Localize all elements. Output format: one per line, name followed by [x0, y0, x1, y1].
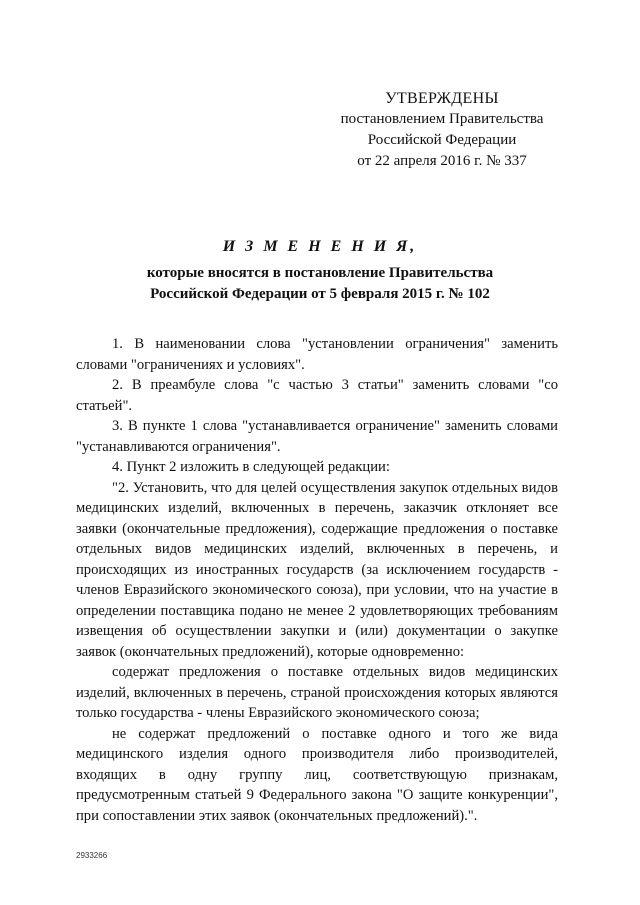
paragraph-4: 4. Пункт 2 изложить в следующей редакции: [112, 459, 390, 475]
approval-line-1: постановлением Правительства [340, 111, 544, 127]
paragraph-3: 3. В пункте 1 слова "устанавливается ограничение" заменить словами "устанавливаются ограничения". [76, 418, 558, 455]
paragraph-5: "2. Установить, что для целей осуществления закупок отдельных видов медицинских изделий, включенных в перечень, заказчик отклоняет все заявки (окончательные предложения), содержащие предложения о поставке отдельных видов медицинских изделий, включенных в перечень, и происходящих из иностранных государств (за исключением государств - членов Евразийского экономического союза), при условии, что на участие в определении поставщика подано не менее 2 удовлетворяющих требованиям извещения об осуществлении закупки и (или) документации о закупке заявок (окончательных предложений), которые одновременно: [76, 479, 558, 660]
document-subtitle [110, 263, 530, 305]
paragraph-2: 2. В преамбуле слова "с частью 3 статьи" заменить словами "со статьей". [76, 377, 558, 414]
approval-line-3: от 22 апреля 2016 г. № 337 [357, 153, 527, 169]
document-body [76, 334, 558, 826]
subtitle-line-2: Российской Федерации от 5 февраля 2015 г. № 102 [150, 286, 490, 302]
document-title: И З М Е Н Е Н И Я, [222, 238, 418, 255]
paragraph-6: содержат предложения о поставке отдельных видов медицинских изделий, включенных в перечень, страной происхождения которых являются только государства - члены Евразийского экономического союза; [76, 664, 558, 721]
approval-heading: УТВЕРЖДЕНЫ [385, 90, 499, 107]
approval-line-2: Российской Федерации [367, 132, 517, 148]
subtitle-line-1: которые вносятся в постановление Правительства [146, 265, 494, 281]
paragraph-7: не содержат предложений о поставке одного и того же вида медицинского изделия одного производителя либо производителей, входящих в одну группу лиц, соответствующую признакам, предусмотренным статьей 9 Федерального закона "О защите конкуренции", при сопоставлении этих заявок (окончательных предложений).". [76, 725, 558, 824]
paragraph-1: 1. В наименовании слова "установлении ограничения" заменить словами "ограничениях и условиях". [76, 336, 558, 373]
approval-block [332, 88, 552, 172]
document-code: 2933266 [76, 851, 108, 860]
